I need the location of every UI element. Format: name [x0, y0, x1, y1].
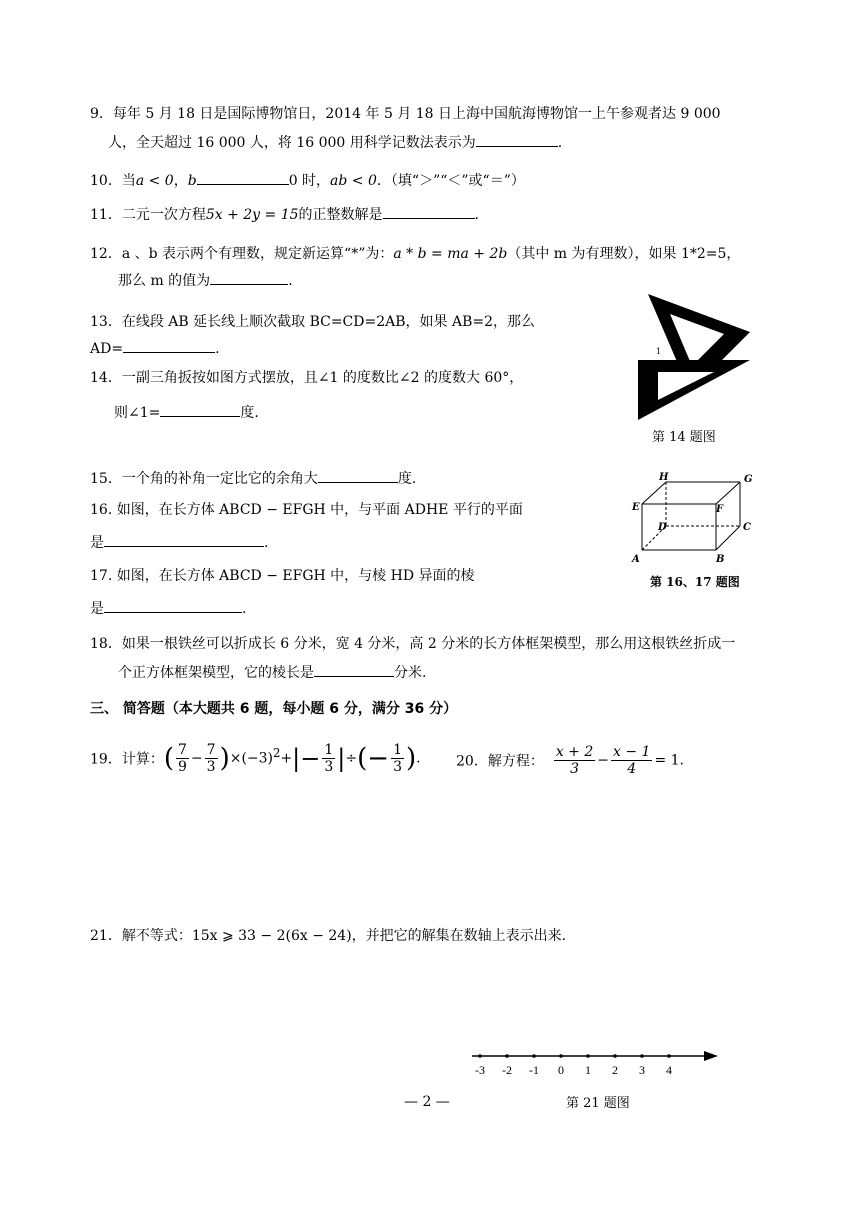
question-21: 21．解不等式：15x ⩾ 33 − 2(6x − 24)，并把它的解集在数轴上表示出来.	[90, 928, 567, 944]
q19-exponent: 2	[273, 745, 281, 760]
q16-line1: 16. 如图，在长方体 ABCD − EFGH 中，与平面 ADHE 平行的平面	[90, 502, 523, 518]
tick-mark	[478, 1054, 482, 1058]
tick-mark	[613, 1054, 617, 1058]
fig16-caption: 第 16、17 题图	[650, 575, 740, 589]
number-line	[462, 1044, 724, 1078]
vertex-F: F	[716, 504, 724, 515]
q10-mid: ，	[173, 173, 188, 189]
tick-label: 1	[585, 1063, 591, 1077]
q9-line1: 9．每年 5 月 18 日是国际博物馆日，2014 年 5 月 18 日上海中国航海博物馆一上午参观者达 9 000	[90, 106, 721, 122]
question-19: 19．计算：( $\frac{7}{9}$ − $\frac{7}{3}$ )$\times(-3)^2+|-$ $\frac{1}{3}$ |÷(− $\frac{1}{3}$ ).	[90, 742, 421, 775]
vertex-D: D	[658, 522, 667, 533]
q10-post: 0 时，	[288, 173, 331, 189]
q12-op: a * b = ma + 2b	[393, 246, 508, 262]
vertex-C: C	[743, 522, 751, 533]
answer-blank[interactable]	[104, 598, 242, 613]
question-15	[90, 468, 620, 489]
q12-end: .	[288, 273, 293, 289]
tick-label: 0	[558, 1063, 564, 1077]
q13-line2: AD=	[90, 341, 124, 357]
q17-end: .	[242, 601, 247, 617]
frac-denominator: 3	[393, 759, 402, 775]
set-squares-figure	[636, 292, 756, 422]
answer-blank[interactable]	[476, 132, 558, 147]
q11-end: .	[474, 207, 479, 223]
fig14-caption: 第 14 题图	[652, 430, 716, 445]
vertex-G: G	[744, 474, 753, 485]
q10-ab: ab < 0	[330, 173, 377, 189]
question-20	[456, 744, 756, 777]
vertex-A: A	[632, 554, 640, 565]
q20-minus: −	[597, 752, 609, 769]
question-16	[90, 500, 610, 553]
frac-numerator: 7	[206, 742, 216, 758]
frac-numerator: 1	[393, 742, 402, 758]
q12-num: 12．	[90, 246, 122, 262]
set-square-lower	[638, 360, 750, 420]
frac-numerator: 1	[324, 742, 334, 758]
q15-text: 15．一个角的补角一定比它的余角大	[90, 471, 318, 487]
angle-1-label: 1	[656, 347, 662, 356]
answer-blank[interactable]	[197, 170, 289, 185]
q19-div: ÷	[345, 750, 358, 767]
q9-end: .	[557, 135, 563, 151]
question-14	[90, 368, 620, 423]
tick-label: -2	[502, 1063, 512, 1077]
question-10	[90, 170, 790, 191]
q14-end: 度.	[240, 405, 259, 421]
tick-mark	[640, 1054, 644, 1058]
q12-text2: （其中 m 为有理数），如果 1*2=5，	[507, 246, 741, 262]
q13-line1: 13．在线段 AB 延长线上顺次截取 BC=CD=2AB，如果 AB=2，那么	[90, 314, 536, 330]
q14-line1: 14．一副三角扳按如图方式摆放，且∠1 的度数比∠2 的度数大 60°，	[90, 370, 524, 386]
q20-pre: 20．解方程：	[456, 753, 544, 770]
frac-numerator: x − 1	[613, 744, 651, 760]
answer-blank[interactable]	[104, 532, 264, 547]
answer-blank[interactable]	[210, 270, 288, 285]
frac-denominator: 3	[570, 761, 579, 777]
q11-pre: 11．二元一次方程	[90, 207, 206, 223]
tick-label: 4	[666, 1063, 672, 1077]
q20-rhs: = 1.	[654, 752, 684, 769]
tick-label: 2	[612, 1063, 618, 1077]
frac-denominator: 9	[177, 759, 187, 775]
cuboid-figure	[628, 470, 758, 570]
page-number: — 2 —	[404, 1094, 450, 1110]
q10-a: a < 0	[135, 173, 174, 189]
frac-denominator: 4	[627, 761, 637, 777]
q9-line2: 人，全天超过 16 000 人，将 16 000 用科学记数法表示为	[108, 135, 476, 151]
arrow-right-icon	[704, 1051, 718, 1061]
q14-line2: 则∠1=	[114, 405, 161, 421]
tick-label: 3	[639, 1063, 645, 1077]
question-11	[90, 204, 790, 225]
answer-blank[interactable]	[314, 662, 394, 677]
q16-line2: 是	[90, 535, 104, 551]
frac-denominator: 3	[324, 759, 334, 775]
tick-mark	[667, 1054, 671, 1058]
q17-line2: 是	[90, 601, 104, 617]
vertex-H: H	[659, 472, 669, 483]
section-heading: 三、 简答题（本大题共 6 题，每小题 6 分，满分 36 分）	[90, 701, 458, 717]
q12-line2: 那么 m 的值为	[118, 273, 211, 289]
question-18	[90, 634, 790, 683]
q19-end: .	[416, 750, 421, 767]
q12-text: a 、b 表示两个有理数，规定新运算“*”为：	[121, 246, 394, 262]
q10-tail: ．（填“＞”“＜”或“＝”）	[376, 173, 525, 189]
q18-line2: 个正方体框架模型，它的棱长是	[118, 665, 314, 681]
vertex-E: E	[632, 502, 640, 513]
q15-end: 度.	[397, 471, 417, 487]
q19-power: ×(−3)	[229, 750, 274, 767]
question-12	[90, 244, 790, 291]
q19-plus: +	[280, 750, 293, 767]
tick-label: -1	[529, 1063, 539, 1077]
q13-end: .	[215, 341, 220, 357]
question-13	[90, 312, 620, 359]
question-17	[90, 566, 610, 619]
tick-mark	[505, 1054, 509, 1058]
q10-pre: 10．当	[90, 173, 136, 189]
q11-eq: 5x + 2y = 15	[205, 207, 299, 223]
angle-2-label: 2	[706, 353, 712, 362]
q10-b: b	[187, 173, 197, 189]
q16-end: .	[264, 535, 269, 551]
vertex-B: B	[716, 554, 725, 565]
tick-mark	[559, 1054, 563, 1058]
q18-line1: 18．如果一根铁丝可以折成长 6 分米，宽 4 分米，高 2 分米的长方体框架模型，那么用这根铁丝折成一	[90, 636, 736, 652]
q18-end: 分米.	[394, 665, 427, 681]
tick-mark	[532, 1054, 536, 1058]
frac-denominator: 3	[206, 759, 216, 775]
answer-blank[interactable]	[383, 204, 475, 219]
q17-line1: 17. 如图，在长方体 ABCD − EFGH 中，与棱 HD 异面的棱	[90, 568, 475, 584]
answer-blank[interactable]	[123, 338, 215, 353]
tick-mark	[586, 1054, 590, 1058]
question-9	[90, 104, 790, 153]
tick-label: -3	[475, 1063, 485, 1077]
q11-post: 的正整数解是	[298, 207, 383, 223]
fig21-caption: 第 21 题图	[566, 1096, 630, 1111]
frac-numerator: x + 2	[555, 744, 594, 760]
answer-blank[interactable]	[318, 468, 398, 483]
answer-blank[interactable]	[160, 402, 240, 417]
q19-pre: 19．计算：	[90, 751, 164, 768]
frac-numerator: 7	[177, 742, 187, 758]
